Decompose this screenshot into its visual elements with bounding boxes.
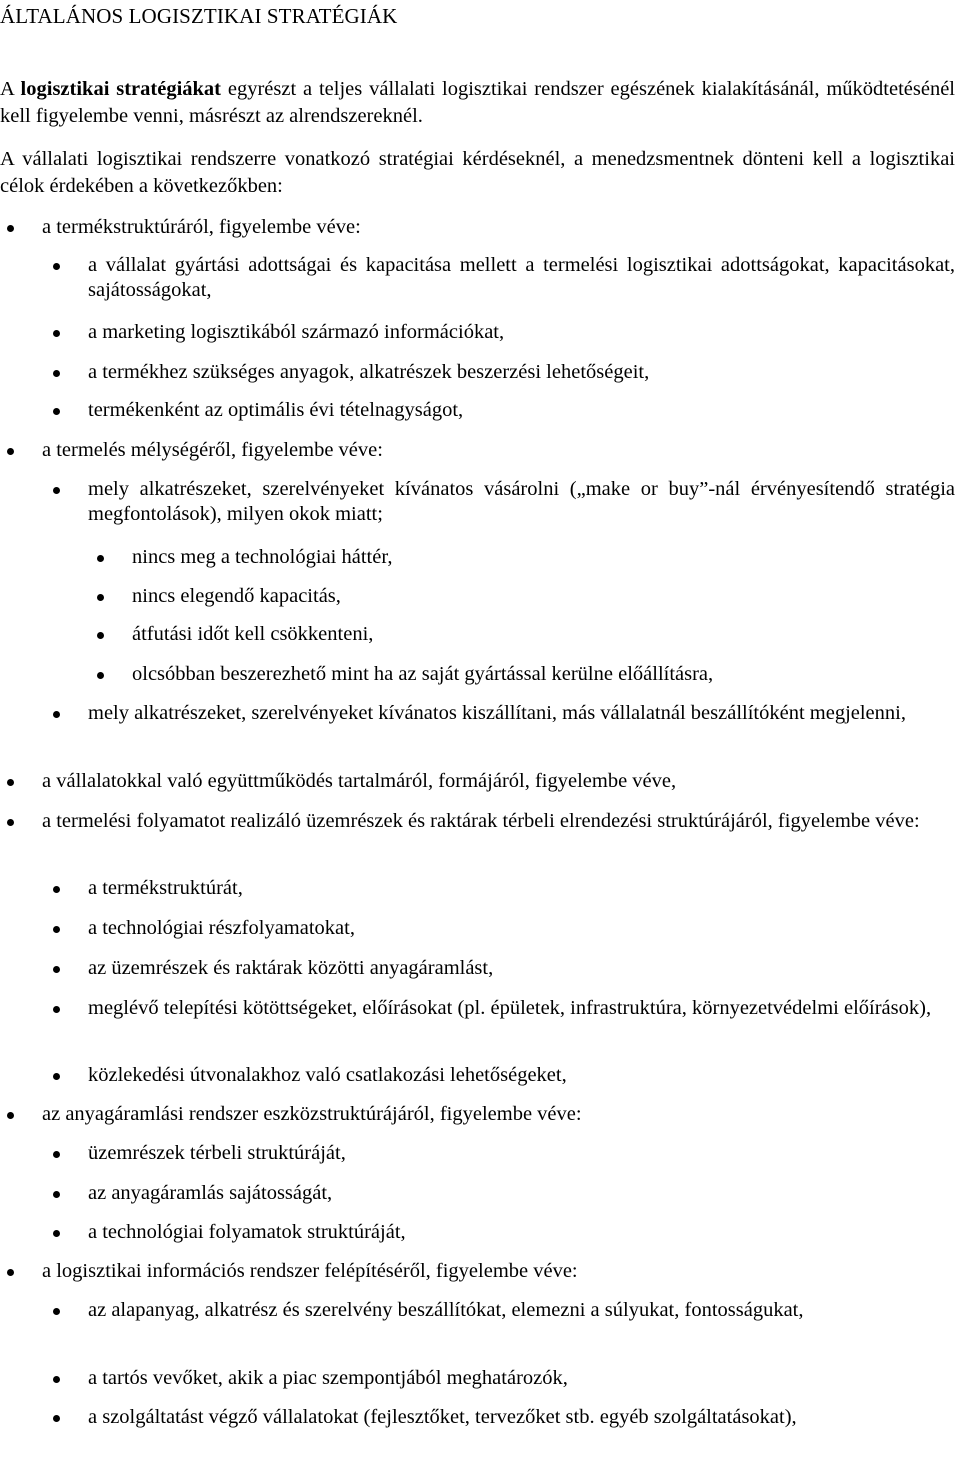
list-item [88,253,955,303]
bullet-icon [7,819,14,826]
decision-paragraph: A vállalati logisztikai rendszerre vonatkozó stratégiai kérdéseknél, a menedzsmentnek dönteni kell a logisztikai célok érdekében a következőkben: [0,148,955,197]
bullet-icon [7,1112,14,1119]
list-item [88,1141,955,1166]
bullet-icon [97,555,104,562]
bullet-icon [53,926,60,933]
list-item-text: a termékhez szükséges anyagok, alkatrészek beszerzési lehetőségeit, [88,361,650,383]
list-item [88,477,955,527]
list-item-text: közlekedési útvonalakhoz való csatlakozási lehetőségeket, [88,1064,567,1086]
list-item-text: üzemrészek térbeli struktúráját, [88,1142,346,1164]
list-item-text: az anyagáramlás sajátosságát, [88,1182,333,1204]
list-item-text: a szolgáltatást végző vállalatokat (fejlesztőket, tervezőket stb. egyéb szolgáltatásokat), [88,1406,797,1428]
list-item-text: mely alkatrészeket, szerelvényeket kívánatos vásárolni („make or buy”-nál érvényesítendő stratégia megfontolások), milyen okok miatt; [88,478,955,525]
bullet-icon [53,408,60,415]
list-item-text: a termelési folyamatot realizáló üzemrészek és raktárak térbeli elrendezési struktúrájáról, figyelembe véve: [42,810,920,832]
list-item [88,1063,955,1088]
bullet-icon [53,1151,60,1158]
list-item [132,662,955,687]
list-item [42,769,955,794]
list-item-text: az anyagáramlási rendszer eszközstruktúrájáról, figyelembe véve: [42,1103,582,1125]
list-item [88,320,955,345]
bullet-icon [53,1415,60,1422]
list-item [88,1181,955,1206]
list-item [88,916,955,941]
bullet-icon [7,1269,14,1276]
bullet-icon [7,779,14,786]
list-item-text: a marketing logisztikából származó információkat, [88,321,505,343]
list-item-text: a technológiai részfolyamatokat, [88,917,355,939]
list-item-text: az üzemrészek és raktárak közötti anyagáramlást, [88,957,494,979]
bullet-icon [53,1006,60,1013]
list-item-text: a tartós vevőket, akik a piac szempontjából meghatározók, [88,1367,568,1389]
list-item-text: olcsóbban beszerezhető mint ha az saját gyártással kerülne előállításra, [132,663,714,685]
list-item-text: a termékstruktúrát, [88,877,243,899]
list-item [88,1405,955,1430]
list-item-text: az alapanyag, alkatrész és szerelvény beszállítókat, elemezni a súlyukat, fontosságukat, [88,1299,804,1321]
list-item [88,1366,955,1391]
list-item [88,1298,955,1323]
list-item-text: nincs meg a technológiai háttér, [132,546,393,568]
list-item-text: a termékstruktúráról, figyelembe véve: [42,216,361,238]
bullet-icon [53,1073,60,1080]
list-item-text: a vállalat gyártási adottságai és kapacitása mellett a termelési logisztikai adottságokat, kapacitásokat, sajátosságokat, [88,254,955,301]
list-item-text: nincs elegendő kapacitás, [132,585,341,607]
bullet-icon [53,370,60,377]
list-item [88,701,955,726]
list-item [42,215,955,240]
list-item [132,622,955,647]
bullet-icon [53,886,60,893]
bullet-icon [53,1308,60,1315]
bullet-icon [53,330,60,337]
list-item-text: átfutási időt kell csökkenteni, [132,623,374,645]
list-item [88,876,955,901]
list-item-text: a termelés mélységéről, figyelembe véve: [42,439,383,461]
bullet-icon [97,672,104,679]
bullet-icon [7,225,14,232]
bullet-icon [53,1376,60,1383]
bullet-icon [53,263,60,270]
bullet-icon [53,1230,60,1237]
list-item [132,584,955,609]
bullet-icon [97,594,104,601]
list-item-text: a logisztikai információs rendszer felépítéséről, figyelembe véve: [42,1260,578,1282]
bullet-icon [53,1191,60,1198]
list-item [88,956,955,981]
list-item [42,1102,955,1127]
list-item [132,545,955,570]
bullet-icon [7,448,14,455]
bullet-icon [53,487,60,494]
list-item-text: meglévő telepítési kötöttségeket, előírásokat (pl. épületek, infrastruktúra, környezetvédelmi előírások), [88,997,932,1019]
list-item-text: termékenként az optimális évi tételnagyságot, [88,399,464,421]
bullet-icon [53,966,60,973]
bullet-icon [97,632,104,639]
page-title: ÁLTALÁNOS LOGISZTIKAI STRATÉGIÁK [0,4,398,28]
list-item [88,996,955,1021]
intro-bold-term: logisztikai stratégiákat [20,78,221,100]
list-item [88,1220,955,1245]
list-item [88,398,955,423]
bullet-icon [53,711,60,718]
intro-prefix: A [0,78,21,100]
list-item-text: a vállalatokkal való együttműködés tartalmáról, formájáról, figyelembe véve, [42,770,677,792]
list-item [42,438,955,463]
list-item-text: mely alkatrészeket, szerelvényeket kívánatos kiszállítani, más vállalatnál beszállítóként megjelenni, [88,702,906,724]
list-item [42,809,955,834]
intro-rest: egyrészt a teljes vállalati logisztikai rendszer egészének kialakításánál, működtetésénél kell figyelembe venni, másrészt az alrendszereknél. [0,78,955,127]
intro-paragraph [0,76,955,130]
list-item-text: a technológiai folyamatok struktúráját, [88,1221,406,1243]
list-item [88,360,955,385]
list-item [42,1259,955,1284]
